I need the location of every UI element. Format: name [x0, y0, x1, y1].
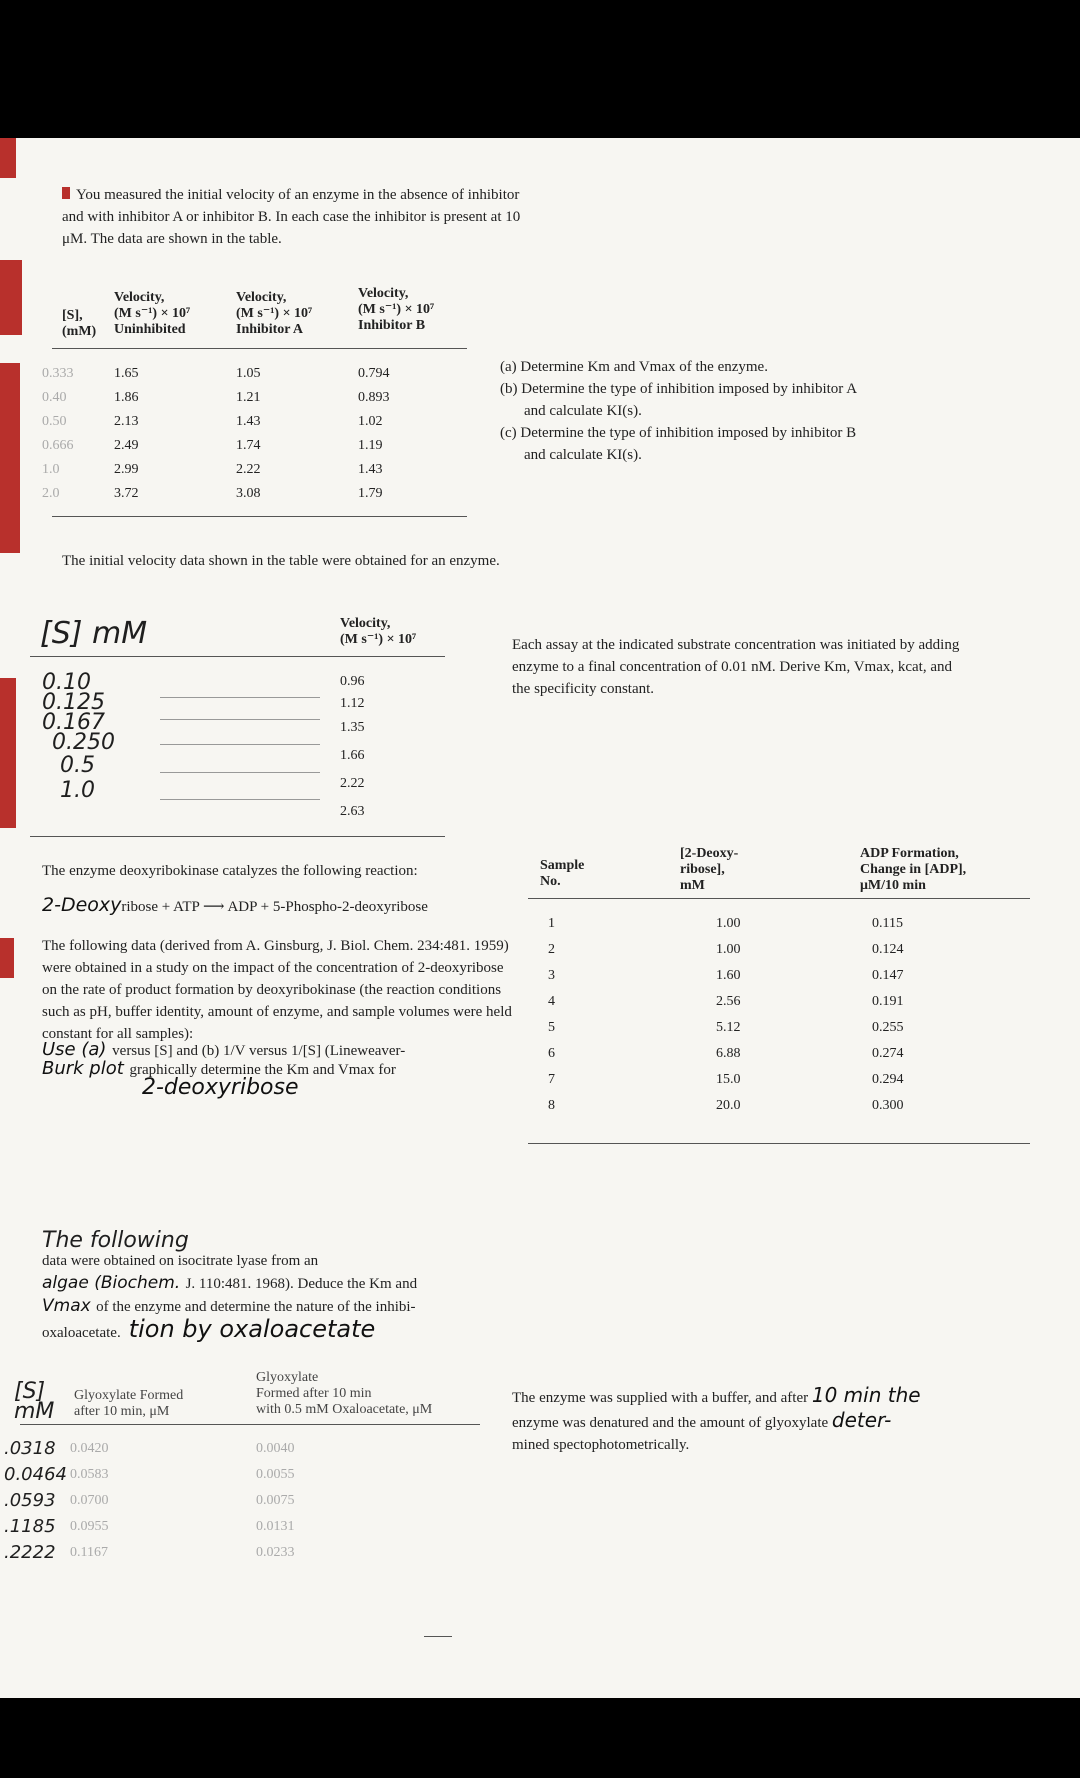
p4-handwritten-10-min: 10 min the	[811, 1383, 921, 1407]
p4-handwritten-header-s: [S] mM	[14, 1379, 55, 1424]
p4-cell-formed: 0.0583	[70, 1467, 109, 1482]
p2-cell-s: 1.0	[60, 778, 95, 803]
p3-cell-adp: 0.147	[872, 968, 904, 983]
p1-cell-s: 2.0	[42, 486, 60, 501]
p3-cell-conc: 15.0	[716, 1072, 741, 1087]
p2-cell-s: 0.250	[52, 730, 115, 755]
p3-cell-conc: 20.0	[716, 1098, 741, 1113]
p1-cell-b: 0.794	[358, 366, 390, 381]
p1-header-s: [S], (mM)	[62, 308, 97, 339]
p3-handwritten-use: Use (a)	[42, 1039, 113, 1060]
p1-cell-v: 3.72	[114, 486, 139, 501]
p1-cell-v: 2.99	[114, 462, 139, 477]
p3-header-adp: ADP Formation, Change in [ADP], μM/10 min	[860, 846, 967, 893]
margin-tab	[0, 678, 16, 828]
p3-cell-adp: 0.274	[872, 1046, 904, 1061]
p3-cell-sample: 1	[548, 916, 555, 931]
problem-4-text: data were obtained on isocitrate lyase from an algae (Biochem. J. 110:481. 1968). Deduce the Km and Vmax of the enzyme and determine the nature of the inhibi- oxaloacetate. tion by oxaloacetate	[42, 1253, 418, 1343]
p2-row-rule	[160, 799, 320, 800]
p2-row-rule	[160, 719, 320, 720]
p4-cell-s: .2222	[4, 1542, 56, 1563]
p2-cell-v: 0.96	[340, 674, 365, 689]
p4-cell-formed: 0.1167	[70, 1545, 108, 1560]
problem-3-task: Use (a) versus [S] and (b) 1/V versus 1/[S] (Lineweaver- Burk plot graphically determine the Km and Vmax for 2-deoxyribose	[42, 1039, 406, 1100]
p3-cell-conc: 2.56	[716, 994, 741, 1009]
p3-cell-adp: 0.300	[872, 1098, 904, 1113]
p1-header-uninhibited: Velocity, (M s⁻¹) × 10⁷ Uninhibited	[114, 290, 191, 337]
p3-cell-adp: 0.124	[872, 942, 904, 957]
p1-cell-s: 0.666	[42, 438, 74, 453]
p4-handwritten-algae: algae (Biochem.	[42, 1273, 186, 1293]
p1-cell-s: 0.40	[42, 390, 67, 405]
p3-table-bottom-rule	[528, 1143, 1030, 1144]
problem-3-reaction-intro: The enzyme deoxyribokinase catalyzes the following reaction:	[42, 863, 418, 879]
p3-cell-conc: 1.00	[716, 916, 741, 931]
p1-cell-b: 1.43	[358, 462, 383, 477]
p3-handwritten-prefix: 2-Deoxy	[42, 894, 122, 916]
p4-handwritten-oxaloacetate: tion by oxaloacetate	[128, 1315, 376, 1343]
p1-cell-s: 1.0	[42, 462, 60, 477]
p3-table-top-rule	[528, 898, 1030, 899]
problem-3-text: The following data (derived from A. Ginsburg, J. Biol. Chem. 234:481. 1959) were obtained in a study on the impact of the concentration of 2-deoxyribose on the rate of product formation by deoxyribokinase (the reaction conditions such as pH, buffer identity, amount of enzyme, and sample volumes were held constant for all samples):	[42, 938, 512, 1042]
p3-header-sample: Sample No.	[540, 858, 585, 889]
p1-cell-v: 1.65	[114, 366, 139, 381]
p3-cell-conc: 1.60	[716, 968, 741, 983]
p1-cell-v: 2.13	[114, 414, 139, 429]
p2-table-bottom-rule	[30, 836, 445, 837]
p2-row-rule	[160, 744, 320, 745]
p4-cell-formed: 0.0700	[70, 1493, 109, 1508]
p3-cell-adp: 0.255	[872, 1020, 904, 1035]
p1-cell-v: 1.86	[114, 390, 139, 405]
p4-cell-s: .0593	[4, 1490, 56, 1511]
problem-1-text: You measured the initial velocity of an enzyme in the absence of inhibitor and with inhibitor A or inhibitor B. In each case the inhibitor is present at 10 μM. The data are shown in the table.	[62, 187, 521, 247]
p4-header-glyoxylate-oxaloacetate: Glyoxylate Formed after 10 min with 0.5 mM Oxaloacetate, μM	[256, 1370, 433, 1417]
p2-cell-s: 0.5	[60, 753, 95, 778]
margin-tab	[0, 938, 14, 978]
p1-cell-a: 3.08	[236, 486, 261, 501]
margin-tab	[0, 363, 20, 553]
p3-cell-sample: 2	[548, 942, 555, 957]
problem-2-text: The initial velocity data shown in the table were obtained for an enzyme.	[62, 553, 500, 569]
p3-header-deoxyribose: [2-Deoxy- ribose], mM	[680, 846, 739, 893]
p2-cell-v: 2.22	[340, 776, 365, 791]
problem-4-side-text: The enzyme was supplied with a buffer, and after 10 min the enzyme was denatured and the amount of glyoxylate deter- mined spectophotometrically.	[512, 1383, 921, 1453]
p4-cell-with-oxaloacetate: 0.0233	[256, 1545, 295, 1560]
p1-cell-b: 1.79	[358, 486, 383, 501]
p1-cell-a: 1.43	[236, 414, 261, 429]
p1-cell-a: 1.05	[236, 366, 261, 381]
p2-handwritten-header: [S] mM	[40, 616, 148, 651]
p4-cell-s: 0.0464	[4, 1464, 67, 1485]
p3-cell-sample: 7	[548, 1072, 555, 1087]
p4-cell-formed: 0.0420	[70, 1441, 109, 1456]
p3-cell-adp: 0.115	[872, 916, 903, 931]
problem-3-reaction: 2-Deoxyribose + ATP ⟶ ADP + 5-Phospho-2-deoxyribose	[42, 894, 428, 916]
p4-handwritten-deter: deter-	[831, 1408, 892, 1432]
problem-bullet-icon	[62, 187, 70, 199]
p2-table-top-rule	[30, 656, 445, 657]
p1-cell-b: 1.19	[358, 438, 383, 453]
p3-cell-sample: 3	[548, 968, 555, 983]
p4-handwritten-the-following: The following	[42, 1228, 189, 1253]
p1-cell-a: 1.74	[236, 438, 261, 453]
p4-cell-with-oxaloacetate: 0.0040	[256, 1441, 295, 1456]
p3-cell-sample: 8	[548, 1098, 555, 1113]
p4-cell-with-oxaloacetate: 0.0075	[256, 1493, 295, 1508]
p1-cell-s: 0.50	[42, 414, 67, 429]
p4-cell-with-oxaloacetate: 0.0055	[256, 1467, 295, 1482]
p4-cell-s: .1185	[4, 1516, 56, 1537]
p3-cell-sample: 6	[548, 1046, 555, 1061]
p2-row-rule	[160, 772, 320, 773]
p4-handwritten-vmax: Vmax	[42, 1296, 97, 1316]
p3-handwritten-burk: Burk plot	[42, 1058, 130, 1079]
p1-cell-b: 1.02	[358, 414, 383, 429]
p3-handwritten-deoxyribose: 2-deoxyribose	[142, 1075, 299, 1100]
p3-cell-sample: 4	[548, 994, 555, 1009]
p3-cell-sample: 5	[548, 1020, 555, 1035]
p2-cell-v: 1.66	[340, 748, 365, 763]
p1-cell-b: 0.893	[358, 390, 390, 405]
p2-cell-s: 0.125	[42, 690, 105, 715]
p3-cell-conc: 1.00	[716, 942, 741, 957]
p3-cell-conc: 5.12	[716, 1020, 741, 1035]
p1-question-b2: and calculate KI(s).	[524, 403, 642, 419]
p2-cell-v: 1.35	[340, 720, 365, 735]
p2-cell-v: 1.12	[340, 696, 365, 711]
margin-tab	[0, 138, 16, 178]
p1-questions	[500, 356, 1060, 466]
p2-cell-s: 0.10	[42, 670, 91, 695]
p3-cell-conc: 6.88	[716, 1046, 741, 1061]
p4-header-glyoxylate: Glyoxylate Formed after 10 min, μM	[74, 1388, 184, 1419]
margin-tab	[0, 260, 22, 335]
p2-cell-s: 0.167	[42, 710, 105, 735]
p1-header-inhibitor-a: Velocity, (M s⁻¹) × 10⁷ Inhibitor A	[236, 290, 313, 337]
p1-cell-v: 2.49	[114, 438, 139, 453]
problem-2-instructions: Each assay at the indicated substrate concentration was initiated by adding enzyme to a final concentration of 0.01 nM. Derive Km, Vmax, kcat, and the specificity constant.	[512, 637, 960, 697]
p3-cell-adp: 0.294	[872, 1072, 904, 1087]
p2-header-velocity: Velocity, (M s⁻¹) × 10⁷	[340, 616, 417, 647]
p4-cell-s: .0318	[4, 1438, 56, 1459]
p1-cell-a: 2.22	[236, 462, 261, 477]
p2-row-rule	[160, 697, 320, 698]
p1-question-a: (a) Determine Km and Vmax of the enzyme.	[500, 359, 768, 375]
p1-cell-a: 1.21	[236, 390, 261, 405]
page-footer-mark	[424, 1636, 452, 1637]
p4-cell-with-oxaloacetate: 0.0131	[256, 1519, 295, 1534]
p3-cell-adp: 0.191	[872, 994, 904, 1009]
p1-header-inhibitor-b: Velocity, (M s⁻¹) × 10⁷ Inhibitor B	[358, 286, 435, 333]
p1-question-c1: (c) Determine the type of inhibition imposed by inhibitor B	[500, 425, 857, 441]
p1-table-bottom-rule	[52, 516, 467, 517]
p2-cell-v: 2.63	[340, 804, 365, 819]
p4-table-top-rule	[20, 1424, 480, 1425]
p1-question-b1: (b) Determine the type of inhibition imposed by inhibitor A	[500, 381, 858, 397]
textbook-page	[0, 138, 1080, 1698]
p1-cell-s: 0.333	[42, 366, 74, 381]
p4-cell-formed: 0.0955	[70, 1519, 109, 1534]
p1-question-c2: and calculate KI(s).	[524, 447, 642, 463]
p1-table-top-rule	[52, 348, 467, 349]
